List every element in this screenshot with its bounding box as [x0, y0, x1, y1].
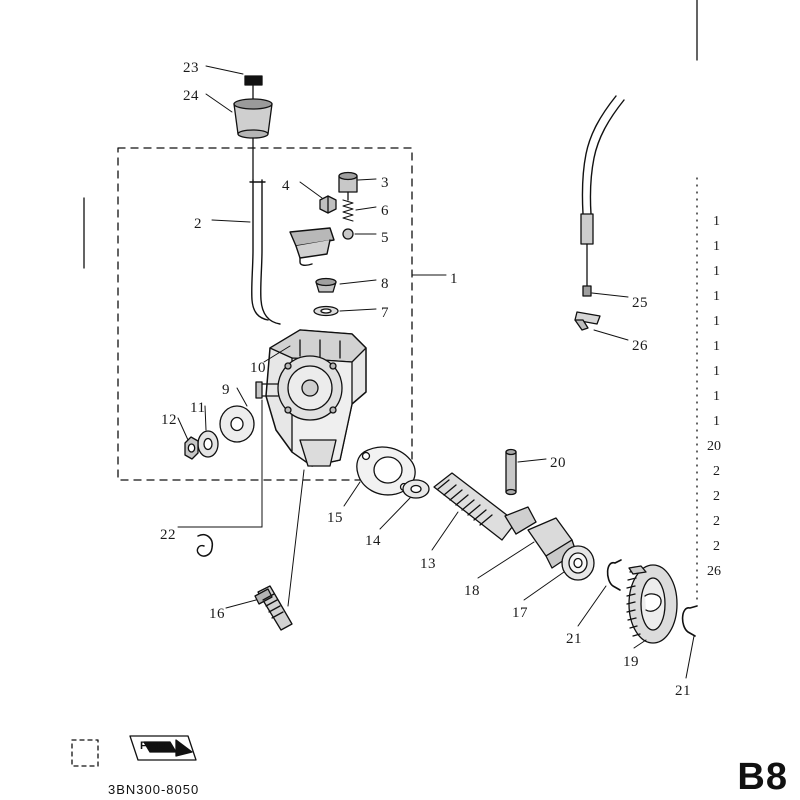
callout-25: 25: [632, 295, 648, 311]
callout-8: 8: [381, 276, 389, 292]
edge-number-10: 2: [713, 464, 720, 479]
part-13-drive-shaft: [434, 473, 536, 540]
fwd-label: FWD: [140, 740, 166, 752]
callout-1: 1: [450, 271, 458, 287]
callout-3: 3: [381, 175, 389, 191]
part-22-clip: [197, 535, 212, 556]
part-4-nut: [320, 196, 336, 213]
edge-number-8: 1: [713, 414, 720, 429]
callout-21-lower: 21: [675, 683, 691, 699]
callout-17: 17: [512, 605, 528, 621]
edge-number-1: 1: [713, 239, 720, 254]
edge-number-12: 2: [713, 514, 720, 529]
edge-number-11: 2: [713, 489, 720, 504]
edge-number-7: 1: [713, 389, 720, 404]
callout-15: 15: [327, 510, 343, 526]
part-5-ball: [343, 229, 353, 239]
fwd-direction-marker: [72, 736, 196, 766]
part-9-plate: [220, 406, 254, 442]
callout-11: 11: [190, 400, 206, 416]
part-6-spring: [343, 200, 353, 221]
part-10-oil-pump-body: [266, 330, 366, 466]
callout-2: 2: [194, 216, 202, 232]
callout-24: 24: [183, 88, 199, 104]
edge-number-0: 1: [713, 214, 720, 229]
callout-5: 5: [381, 230, 389, 246]
callout-6: 6: [381, 203, 389, 219]
edge-number-2: 1: [713, 264, 720, 279]
part-3-bleed-cap: [339, 173, 357, 201]
callout-21-upper: 21: [566, 631, 582, 647]
part-24-cap: [234, 99, 272, 180]
edge-number-9: 20: [707, 439, 721, 454]
part-21-circlip-lower: [683, 606, 697, 636]
page-code-text: B8: [737, 756, 788, 798]
part-19-drive-gear: [627, 565, 677, 643]
callout-7: 7: [381, 305, 389, 321]
part-7-washer: [314, 307, 338, 316]
callout-4: 4: [282, 178, 290, 194]
edge-number-14: 26: [707, 564, 721, 579]
callout-20: 20: [550, 455, 566, 471]
edge-number-6: 1: [713, 364, 720, 379]
part-21-circlip-upper: [608, 560, 621, 590]
part-23-nut: [245, 76, 262, 100]
edge-number-5: 1: [713, 339, 720, 354]
part-12-nut: [185, 437, 198, 459]
part-14-washer: [403, 480, 429, 498]
part-20-pin: [506, 450, 516, 495]
part-8-plug: [316, 279, 336, 293]
edge-number-13: 2: [713, 539, 720, 554]
part-26-bracket: [575, 312, 600, 330]
callout-12: 12: [161, 412, 177, 428]
callout-10: 10: [250, 360, 266, 376]
part-25-cable: [581, 96, 624, 296]
part-11-washer: [198, 431, 218, 457]
part-number-text: 3BN300-8050: [108, 782, 200, 797]
callout-26: 26: [632, 338, 648, 354]
callout-14: 14: [365, 533, 381, 549]
part-17-bearing: [562, 546, 594, 580]
callout-22: 22: [160, 527, 176, 543]
callout-23: 23: [183, 60, 199, 76]
callout-19: 19: [623, 654, 639, 670]
edge-number-4: 1: [713, 314, 720, 329]
edge-number-3: 1: [713, 289, 720, 304]
callout-16: 16: [209, 606, 225, 622]
callout-18: 18: [464, 583, 480, 599]
part-16-screw: [255, 586, 292, 630]
callout-13: 13: [420, 556, 436, 572]
callout-9: 9: [222, 382, 230, 398]
